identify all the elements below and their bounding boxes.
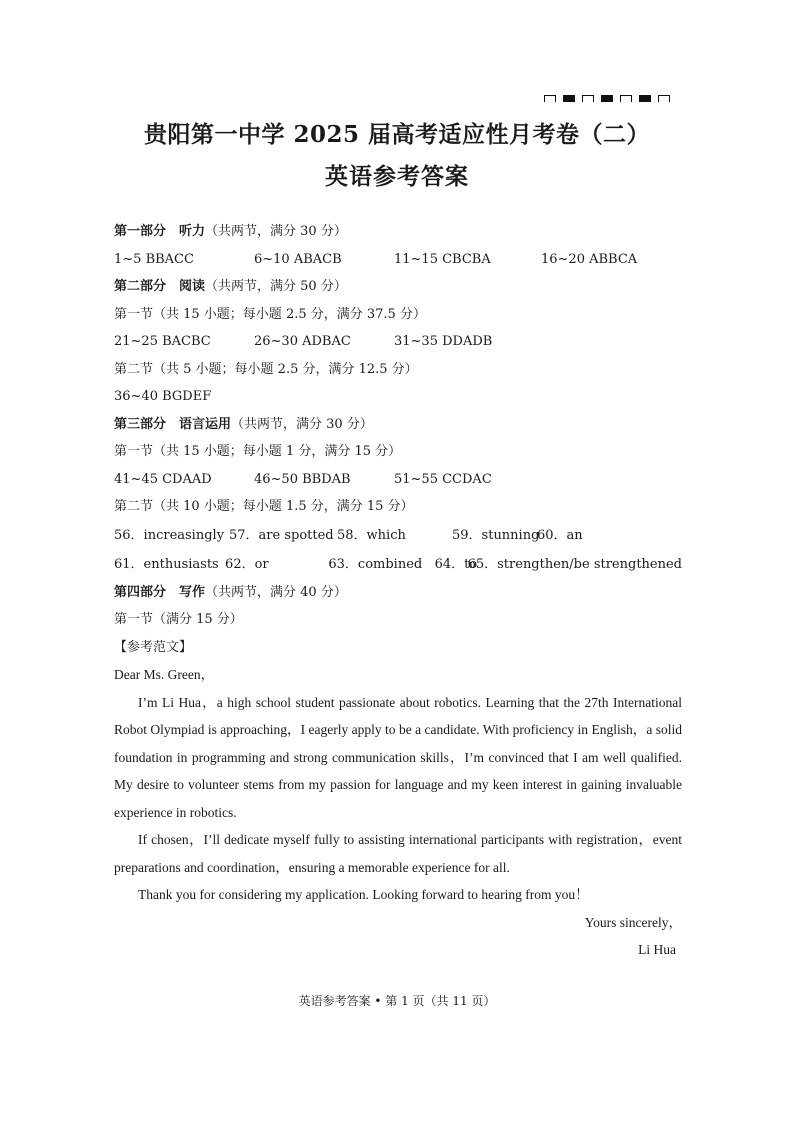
blank-answer: 58．which [337,527,406,543]
registration-mark [563,95,575,102]
answer-group: 26~30 ADBAC [254,334,351,349]
answer-key-body [114,218,682,964]
part2-sec1-answers [114,328,682,356]
part2-sec2-label: 第二节（共 5 小题；每小题 2.5 分，满分 12.5 分） [114,361,418,377]
part1-header [114,218,682,246]
blank-answers-row-1 [114,521,682,550]
registration-mark [601,95,613,102]
registration-mark [544,95,556,102]
blank-answer: 57．are spotted [229,527,334,543]
answer-group: 11~15 CBCBA [394,251,491,267]
answer-group: 31~35 DDADB [394,334,493,349]
part3-sec1-label: 第一节（共 15 小题；每小题 1 分，满分 15 分） [114,444,402,459]
document-title: 贵阳第一中学 2025 届高考适应性月考卷（二） [143,121,651,148]
part2-sec2-answers: 36~40 BGDEF [114,389,212,404]
part4-sec1-label: 第一节（满分 15 分） [114,612,243,627]
blank-answer: 63．combined [328,556,423,572]
part2-note: （共两节，满分 50 分） [205,279,347,294]
essay-paragraph-3: Thank you for considering my application. Looking forward to hearing from you！ [138,887,589,902]
part4-header [114,579,682,607]
part1-answers [114,246,682,274]
registration-mark [639,95,651,102]
blank-answer: 60．an [537,527,583,543]
part4-heading: 第四部分 写作 [114,584,206,600]
registration-marks [544,95,670,102]
answer-group: 21~25 BACBC [114,334,211,349]
page-footer: 英语参考答案 • 第 1 页（共 11 页） [298,994,496,1008]
essay-signature: Li Hua [638,942,676,957]
answer-group: 6~10 ABACB [254,251,342,267]
answer-group: 16~20 ABBCA [541,251,638,267]
answer-group: 51~55 CCDAC [394,471,492,487]
part1-note: （共两节，满分 30 分） [205,224,347,239]
essay-paragraph-1: I’m Li Hua，a high school student passionate about robotics. Learning that the 27th International Robot Olympiad is approaching，I eagerly apply to be a candidate. With proficiency in English，a solid foundation in programming and strong communication skills，I’m convinced that I am well qualified. My desire to volunteer stems from my passion for language and my keen interest in gaining invaluable experience in robotics. [114,694,682,820]
answer-group: 1~5 BBACC [114,251,194,267]
part2-header [114,273,682,301]
part2-sec1-label: 第一节（共 15 小题；每小题 2.5 分，满分 37.5 分） [114,306,426,322]
answer-group: 41~45 CDAAD [114,471,212,487]
blank-answer: 65．strengthen/be strengthened [467,556,682,572]
blank-answer: 61．enthusiasts [114,556,219,572]
part3-sec2-label: 第二节（共 10 小题；每小题 1.5 分，满分 15 分） [114,499,414,514]
essay-closing: Yours sincerely， [584,914,682,930]
registration-mark [620,95,632,102]
part4-note: （共两节，满分 40 分） [205,584,347,600]
part3-header [114,411,682,439]
document-subtitle: 英语参考答案 [325,163,469,190]
essay-paragraph-2: If chosen，I’ll dedicate myself fully to assisting international participants with registration，event preparations and coordination，ensuring a memorable experience for all. [114,832,682,875]
blank-answer: 59．stunning [452,527,540,543]
part1-heading: 第一部分 听力 [114,224,206,239]
part3-sec1-answers [114,466,682,494]
essay-salutation: Dear Ms. Green， [114,667,215,682]
sample-essay-label: 【参考范文】 [114,639,193,655]
registration-mark [582,95,594,102]
blank-answer: 62．or [225,556,269,572]
registration-mark [658,95,670,102]
part3-note: （共两节，满分 30 分） [231,416,373,432]
part2-heading: 第二部分 阅读 [114,279,206,294]
answer-group: 46~50 BBDAB [254,471,351,487]
part3-heading: 第三部分 语言运用 [114,416,232,432]
blank-answer: 64．to [434,556,478,572]
blank-answers-row-2 [114,550,682,579]
blank-answer: 56．increasingly [114,527,225,543]
sample-essay [114,689,682,964]
